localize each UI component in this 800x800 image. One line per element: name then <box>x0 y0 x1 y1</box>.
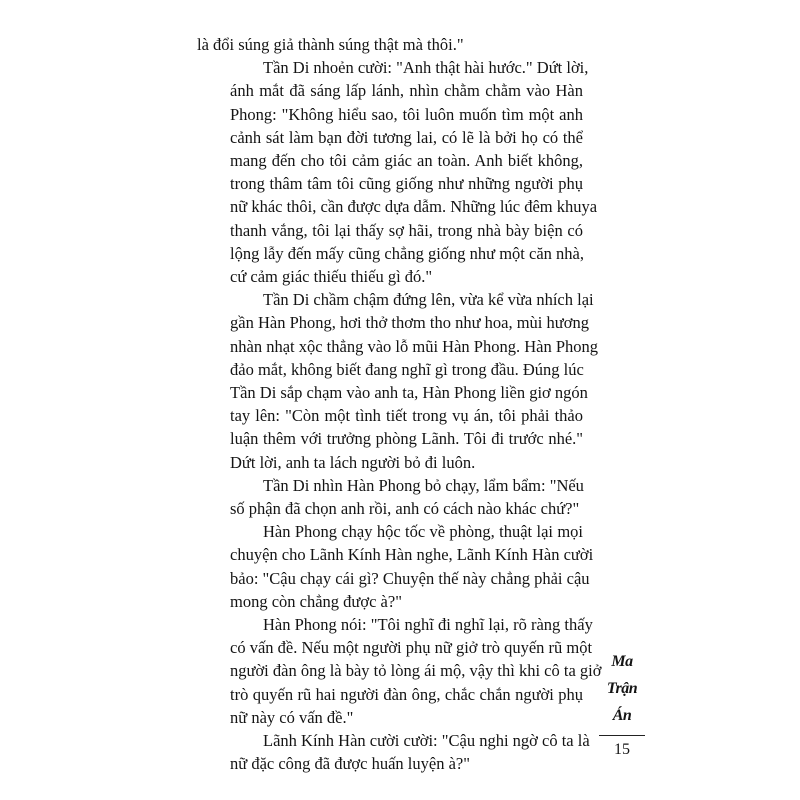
text-line: mong còn chẳng được à?" <box>230 591 402 611</box>
text-line: nhàn nhạt xộc thẳng vào lỗ mũi Hàn Phong. Hàn Phong <box>230 336 598 356</box>
paragraph <box>197 56 598 288</box>
text-line: Tần Di nhìn Hàn Phong bỏ chạy, lẩm bẩm: "Nếu <box>263 475 584 495</box>
text-line: Phong: "Không hiểu sao, tôi luôn muốn tìm một anh <box>230 104 583 124</box>
text-line: cảnh sát làm bạn đời tương lai, có lẽ là bởi họ có thể <box>230 127 583 147</box>
text-line: Tần Di sắp chạm vào anh ta, Hàn Phong liền giơ ngón <box>230 383 588 403</box>
text-line: ánh mắt đã sáng lấp lánh, nhìn chằm chằm vào Hàn <box>230 81 583 101</box>
text-line: nữ khác thôi, cần được dựa dẫm. Những lúc đêm khuya <box>230 197 598 217</box>
text-line: luận thêm với trưởng phòng Lãnh. Tôi đi trước nhé." <box>230 429 583 449</box>
text-line: Lãnh Kính Hàn cười cười: "Cậu nghi ngờ cô ta là <box>263 731 590 751</box>
page-number: 15 <box>614 741 630 758</box>
text-line: tay lên: "Còn một tình tiết trong vụ án, tôi phải thảo <box>230 406 583 426</box>
paragraph <box>197 729 590 775</box>
text-line: người đàn ông là bày tỏ lòng ái mộ, vậy thì khi cô ta giở <box>230 661 602 681</box>
book-title-word: Ma <box>611 653 633 670</box>
paragraph <box>197 33 583 56</box>
text-line: nữ đặc công đã được huấn luyện à?" <box>230 754 470 774</box>
paragraph <box>197 613 602 729</box>
text-line: lộng lẫy đến mấy cũng chẳng giống như một căn nhà, <box>230 243 584 263</box>
running-header <box>598 648 646 760</box>
text-line: Tần Di nhoẻn cười: "Anh thật hài hước." Dứt lời, <box>263 58 589 78</box>
paragraph <box>197 474 583 520</box>
text-line: bảo: "Cậu chạy cái gì? Chuyện thế này chẳng phải cậu <box>230 568 590 588</box>
title-divider <box>599 735 645 736</box>
text-line: số phận đã chọn anh rồi, anh có cách nào khác chứ?" <box>230 499 580 519</box>
text-line: có vấn đề. Nếu một người phụ nữ giở trò quyến rũ một <box>230 638 593 658</box>
book-title-word: Trận <box>606 680 638 697</box>
text-line: đảo mắt, không biết đang nghĩ gì trong đầu. Đúng lúc <box>230 359 584 379</box>
text-line: nữ này có vấn đề." <box>230 707 354 727</box>
text-line: trong thâm tâm tôi cũng giống như những người phụ <box>230 174 583 194</box>
book-title-word: Án <box>612 707 632 724</box>
book-title <box>598 648 646 729</box>
text-line: Hàn Phong nói: "Tôi nghĩ đi nghĩ lại, rõ ràng thấy <box>263 615 593 635</box>
text-line: Dứt lời, anh ta lách người bỏ đi luôn. <box>230 452 476 472</box>
paragraph <box>197 520 594 613</box>
page-body-text <box>197 33 602 776</box>
text-line: Tần Di chầm chậm đứng lên, vừa kể vừa nhích lại <box>263 290 594 310</box>
text-line: chuyện cho Lãnh Kính Hàn nghe, Lãnh Kính Hàn cười <box>230 545 594 565</box>
text-line: mang đến cho tôi cảm giác an toàn. Anh biết không, <box>230 151 583 171</box>
text-line: trò quyến rũ hai người đàn ông, chắc chắn người phụ <box>230 684 583 704</box>
text-line: thanh vắng, tôi lại thấy sợ hãi, trong nhà bày biện có <box>230 220 583 240</box>
text-line: Hàn Phong chạy hộc tốc về phòng, thuật lại mọi <box>263 522 583 542</box>
text-line: gần Hàn Phong, hơi thở thơm tho như hoa, mùi hương <box>230 313 589 333</box>
paragraph <box>197 288 598 474</box>
text-line: là đổi súng giả thành súng thật mà thôi." <box>197 35 464 54</box>
text-line: cứ cảm giác thiếu thiếu gì đó." <box>230 267 433 287</box>
